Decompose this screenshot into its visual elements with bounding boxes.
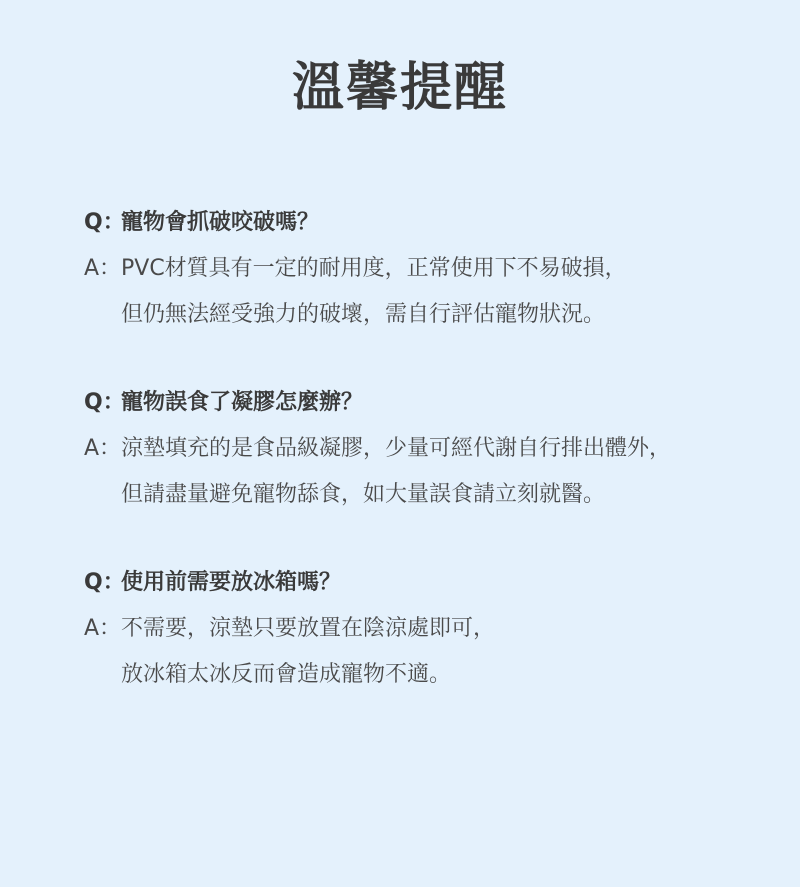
question-text: 使用前需要放冰箱嗎？ (121, 570, 342, 595)
faq-answer (84, 426, 764, 518)
faq-question (84, 560, 764, 606)
question-prefix: Q： (84, 570, 125, 595)
answer-line: 但請盡量避免寵物舔食，如大量誤食請立刻就醫。 (121, 482, 606, 507)
faq-item (84, 380, 764, 518)
answer-line: PVC材質具有一定的耐用度，正常使用下不易破損， (121, 256, 627, 281)
answer-text (121, 606, 495, 698)
answer-line: 但仍無法經受強力的破壞，需自行評估寵物狀況。 (121, 302, 606, 327)
answer-line: 涼墊填充的是食品級凝膠，少量可經代謝自行排出體外， (121, 436, 672, 461)
answer-text (121, 426, 671, 518)
answer-line: 不需要，涼墊只要放置在陰涼處即可， (121, 616, 496, 641)
question-text: 寵物會抓破咬破嗎？ (121, 210, 320, 235)
faq-item (84, 200, 764, 338)
question-text: 寵物誤食了凝膠怎麼辦？ (121, 390, 364, 415)
answer-line: 放冰箱太冰反而會造成寵物不適。 (121, 662, 452, 687)
faq-answer (84, 606, 764, 698)
faq-question (84, 380, 764, 426)
answer-text (121, 246, 627, 338)
question-prefix: Q： (84, 390, 125, 415)
answer-prefix: A： (84, 256, 122, 281)
faq-answer (84, 246, 764, 338)
faq-question (84, 200, 764, 246)
faq-item (84, 560, 764, 698)
page-title: 溫馨提醒 (291, 58, 508, 118)
faq-list (84, 200, 764, 740)
answer-prefix: A： (84, 616, 122, 641)
question-prefix: Q： (84, 210, 125, 235)
answer-prefix: A： (84, 436, 122, 461)
